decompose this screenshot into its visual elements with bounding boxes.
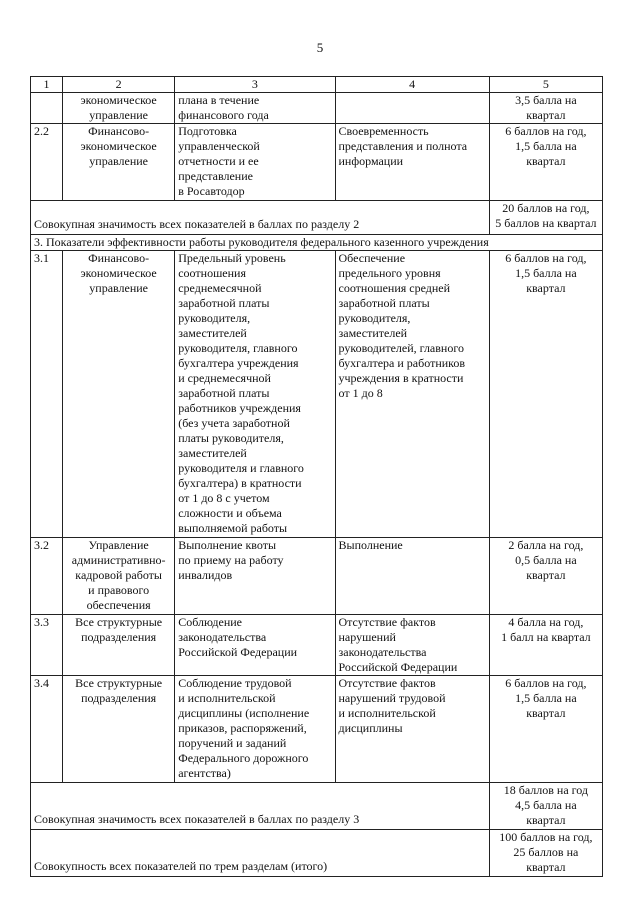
row-number: 2.2 — [31, 124, 63, 201]
column-header: 2 — [63, 77, 175, 93]
row-points: 2 балла на год, 0,5 балла на квартал — [489, 538, 602, 615]
row-points: 3,5 балла на квартал — [489, 93, 602, 124]
row-number: 3.1 — [31, 251, 63, 538]
row-indicator: Соблюдение трудовой и исполнительской дисциплины (исполнение приказов, распоряжений, поручений и заданий Федерального дорожного агентства) — [175, 676, 335, 783]
summary-points: 20 баллов на год, 5 баллов на квартал — [489, 201, 602, 235]
row-points: 6 баллов на год, 1,5 балла на квартал — [489, 676, 602, 783]
section-title: 3. Показатели эффективности работы руководителя федерального казенного учреждения — [31, 235, 603, 251]
table-row — [31, 124, 603, 201]
summary-row — [31, 201, 603, 235]
summary-row — [31, 783, 603, 830]
indicators-table — [30, 76, 603, 877]
row-criterion: Своевременность представления и полнота информации — [335, 124, 489, 201]
table-row — [31, 676, 603, 783]
row-points: 4 балла на год, 1 балл на квартал — [489, 615, 602, 676]
row-criterion: Отсутствие фактов нарушений трудовой и исполнительской дисциплины — [335, 676, 489, 783]
row-criterion: Обеспечение предельного уровня соотношения средней заработной платы руководителя, заместителей руководителей, главного бухгалтера и работников учреждения в кратности от 1 до 8 — [335, 251, 489, 538]
row-number: 3.3 — [31, 615, 63, 676]
column-header: 3 — [175, 77, 335, 93]
column-header: 4 — [335, 77, 489, 93]
row-points: 6 баллов на год, 1,5 балла на квартал — [489, 251, 602, 538]
row-number: 3.4 — [31, 676, 63, 783]
column-header: 1 — [31, 77, 63, 93]
row-indicator: плана в течение финансового года — [175, 93, 335, 124]
summary-label: Совокупная значимость всех показателей в баллах по разделу 3 — [31, 783, 490, 830]
column-header: 5 — [489, 77, 602, 93]
row-criterion: Отсутствие фактов нарушений законодательства Российской Федерации — [335, 615, 489, 676]
total-points: 100 баллов на год, 25 баллов на квартал — [489, 830, 602, 877]
row-department: Все структурные подразделения — [63, 676, 175, 783]
page-number: 5 — [316, 40, 324, 55]
row-indicator: Соблюдение законодательства Российской Федерации — [175, 615, 335, 676]
summary-label: Совокупная значимость всех показателей в баллах по разделу 2 — [31, 201, 490, 235]
row-department: Финансово- экономическое управление — [63, 124, 175, 201]
table-row — [31, 93, 603, 124]
row-department: Финансово- экономическое управление — [63, 251, 175, 538]
total-label: Совокупность всех показателей по трем разделам (итого) — [31, 830, 490, 877]
row-criterion — [335, 93, 489, 124]
row-indicator: Выполнение квоты по приему на работу инвалидов — [175, 538, 335, 615]
table-row — [31, 615, 603, 676]
table-row — [31, 538, 603, 615]
row-department: Управление административно- кадровой работы и правового обеспечения — [63, 538, 175, 615]
row-indicator: Подготовка управленческой отчетности и ее представление в Росавтодор — [175, 124, 335, 201]
total-row — [31, 830, 603, 877]
row-criterion: Выполнение — [335, 538, 489, 615]
section-heading-row — [31, 235, 603, 251]
summary-points: 18 баллов на год 4,5 балла на квартал — [489, 783, 602, 830]
row-department: Все структурные подразделения — [63, 615, 175, 676]
table-header-row — [31, 77, 603, 93]
row-number — [31, 93, 63, 124]
table-row — [31, 251, 603, 538]
row-indicator: Предельный уровень соотношения среднемесячной заработной платы руководителя, заместителей руководителя, главного бухгалтера учреждения и среднемесячной заработной платы работников учреждения (без учета заработной платы руководителя, заместителей руководителя и главного бухгалтера) в кратности от 1 до 8 с учетом сложности и объема выполняемой работы — [175, 251, 335, 538]
row-points: 6 баллов на год, 1,5 балла на квартал — [489, 124, 602, 201]
row-department: экономическое управление — [63, 93, 175, 124]
row-number: 3.2 — [31, 538, 63, 615]
